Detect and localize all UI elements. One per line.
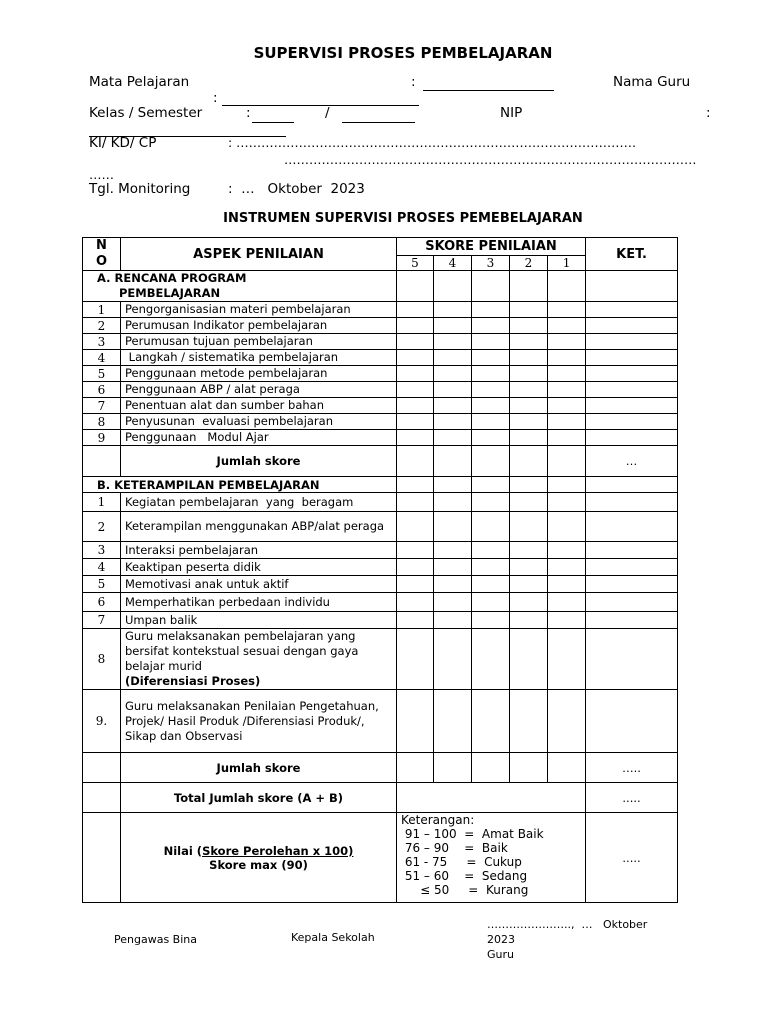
ket-cell[interactable] xyxy=(586,576,678,593)
score-cell[interactable] xyxy=(472,382,510,398)
score-cell[interactable] xyxy=(397,477,434,493)
score-cell[interactable] xyxy=(548,512,586,542)
jumlah-a-no-cell xyxy=(83,446,121,477)
section-a-item-label: Perumusan Indikator pembelajaran xyxy=(125,318,328,332)
section-b-row xyxy=(83,690,678,753)
section-a-item-text xyxy=(121,366,397,382)
guru-label: Guru xyxy=(487,948,514,961)
score-cell[interactable] xyxy=(397,629,434,690)
score-5-header: 5 xyxy=(397,256,434,271)
ket-cell[interactable] xyxy=(586,366,678,382)
score-cell[interactable] xyxy=(434,576,472,593)
ket-cell[interactable] xyxy=(586,382,678,398)
score-cell[interactable] xyxy=(548,559,586,576)
section-b-item-number: 6 xyxy=(83,593,121,612)
jumlah-a-ket: … xyxy=(586,446,678,477)
section-b-item-number: 3 xyxy=(83,542,121,559)
score-cell[interactable] xyxy=(548,612,586,629)
section-b-item-label: Interaksi pembelajaran xyxy=(125,542,259,557)
score-cell[interactable] xyxy=(510,576,548,593)
nama-guru-label: Nama Guru xyxy=(613,74,691,90)
jumlah-b-no-cell xyxy=(83,753,121,783)
score-cell[interactable] xyxy=(434,493,472,512)
score-cell[interactable] xyxy=(510,318,548,334)
score-cell[interactable] xyxy=(434,318,472,334)
section-a-heading xyxy=(83,271,397,302)
section-a-row xyxy=(83,350,678,366)
ket-cell[interactable] xyxy=(586,350,678,366)
section-a-item-label: Penyusunan evaluasi pembelajaran xyxy=(125,414,333,428)
score-cell[interactable] xyxy=(397,271,434,302)
section-b-item-label: Kegiatan pembelajaran yang beragam xyxy=(125,494,354,509)
score-cell[interactable] xyxy=(397,398,434,414)
section-a-line-1: A. RENCANA PROGRAM xyxy=(97,271,247,285)
score-cell[interactable] xyxy=(472,593,510,612)
section-b-item-number: 9. xyxy=(83,690,121,753)
section-b-item-text xyxy=(121,629,397,690)
signature-date-line: ………………….., … Oktober xyxy=(487,918,648,931)
score-cell[interactable] xyxy=(434,414,472,430)
section-b-item-text xyxy=(121,612,397,629)
section-b-item-label: Guru melaksanakan Penilaian Pengetahuan, Projek/ Hasil Produk /Diferensiasi Produk/, Sikap dan Observasi xyxy=(125,698,387,743)
score-cell[interactable] xyxy=(510,753,548,783)
score-cell[interactable] xyxy=(472,576,510,593)
section-a-item-label: Langkah / sistematika pembelajaran xyxy=(125,350,339,364)
keterangan-title: Keterangan: xyxy=(401,813,475,827)
section-a-item-label: Penggunaan metode pembelajaran xyxy=(125,366,328,380)
total-no-cell xyxy=(83,783,121,813)
score-cell[interactable] xyxy=(548,593,586,612)
section-a-item-number: 2 xyxy=(83,318,121,334)
score-cell[interactable] xyxy=(548,493,586,512)
section-b-item-number: 4 xyxy=(83,559,121,576)
score-cell[interactable] xyxy=(434,559,472,576)
score-cell[interactable] xyxy=(548,446,586,477)
score-cell[interactable] xyxy=(510,559,548,576)
ket-cell[interactable] xyxy=(586,318,678,334)
ket-cell[interactable] xyxy=(586,629,678,690)
score-1-header: 1 xyxy=(548,256,586,271)
section-a-item-text xyxy=(121,414,397,430)
score-cell[interactable] xyxy=(472,271,510,302)
section-a-row xyxy=(83,414,678,430)
section-a-item-number: 6 xyxy=(83,382,121,398)
section-b-row xyxy=(83,576,678,593)
section-a-item-number: 5 xyxy=(83,366,121,382)
section-b-item-number: 5 xyxy=(83,576,121,593)
nilai-no-cell xyxy=(83,813,121,903)
score-cell[interactable] xyxy=(510,414,548,430)
score-cell[interactable] xyxy=(548,302,586,318)
keterangan-sedang: 51 – 60 = Sedang xyxy=(401,869,528,883)
score-cell[interactable] xyxy=(397,334,434,350)
ket-cell[interactable] xyxy=(586,690,678,753)
kelas-colon: : xyxy=(246,105,251,121)
score-cell[interactable] xyxy=(510,382,548,398)
section-a-item-label: Pengorganisasian materi pembelajaran xyxy=(125,302,351,316)
nilai-prefix: Nilai ( xyxy=(163,843,203,858)
score-cell[interactable] xyxy=(472,629,510,690)
score-cell[interactable] xyxy=(472,542,510,559)
section-b-row xyxy=(83,542,678,559)
ket-cell[interactable] xyxy=(586,414,678,430)
section-b-item-label: Umpan balik xyxy=(125,612,198,627)
ki-kd-cp-line-1: : …………………………………………………………………………………… xyxy=(228,135,637,150)
score-cell[interactable] xyxy=(434,334,472,350)
section-b-item-label: Memotivasi anak untuk aktif xyxy=(125,576,289,591)
ket-cell[interactable] xyxy=(586,398,678,414)
section-a-item-number: 7 xyxy=(83,398,121,414)
section-b-item-number: 8 xyxy=(83,629,121,690)
keterangan-amat-baik: 91 – 100 = Amat Baik xyxy=(401,827,544,841)
score-cell[interactable] xyxy=(472,318,510,334)
ket-cell[interactable] xyxy=(586,593,678,612)
score-cell[interactable] xyxy=(397,414,434,430)
score-cell[interactable] xyxy=(548,477,586,493)
kelas-slash: / xyxy=(325,105,330,121)
score-cell[interactable] xyxy=(472,493,510,512)
score-cell[interactable] xyxy=(397,382,434,398)
score-cell[interactable] xyxy=(434,271,472,302)
tgl-monitoring-label: Tgl. Monitoring xyxy=(89,181,191,197)
score-cell[interactable] xyxy=(472,690,510,753)
score-cell[interactable] xyxy=(472,366,510,382)
score-cell[interactable] xyxy=(510,398,548,414)
section-b-item-text xyxy=(121,559,397,576)
score-cell[interactable] xyxy=(397,512,434,542)
section-a-item-number: 1 xyxy=(83,302,121,318)
section-b-row xyxy=(83,512,678,542)
section-a-item-label: Penentuan alat dan sumber bahan xyxy=(125,398,324,412)
ki-kd-cp-line-2: ……………………………………………………………………………………… xyxy=(284,152,697,167)
section-a-row xyxy=(83,398,678,414)
score-cell[interactable] xyxy=(434,629,472,690)
section-a-item-text xyxy=(121,430,397,446)
section-b-item-label: Memperhatikan perbedaan individu xyxy=(125,594,330,609)
section-b-heading: B. KETERAMPILAN PEMBELAJARAN xyxy=(83,477,397,493)
mata-pelajaran-colon: : xyxy=(411,74,416,90)
score-cell[interactable] xyxy=(397,446,434,477)
score-cell[interactable] xyxy=(434,512,472,542)
score-cell[interactable] xyxy=(548,430,586,446)
score-cell[interactable] xyxy=(510,430,548,446)
keterangan-cukup: 61 - 75 = Cukup xyxy=(401,855,522,869)
score-cell[interactable] xyxy=(510,542,548,559)
ket-cell[interactable] xyxy=(586,334,678,350)
score-cell[interactable] xyxy=(397,350,434,366)
section-a-item-text xyxy=(121,318,397,334)
nip-label: NIP xyxy=(500,105,523,121)
nilai-formula xyxy=(121,813,397,903)
section-a-item-number: 9 xyxy=(83,430,121,446)
score-cell[interactable] xyxy=(510,512,548,542)
total-score-cell[interactable] xyxy=(397,783,586,813)
section-b-item-label: Keterampilan menggunakan ABP/alat peraga xyxy=(125,519,385,533)
signature-year: 2023 xyxy=(487,933,515,946)
score-4-header: 4 xyxy=(434,256,472,271)
score-cell[interactable] xyxy=(510,612,548,629)
document-title: SUPERVISI PROSES PEMBELAJARAN xyxy=(253,44,553,62)
score-cell[interactable] xyxy=(510,446,548,477)
nama-guru-colon: : xyxy=(213,90,218,106)
score-cell[interactable] xyxy=(434,302,472,318)
total-ket: ..... xyxy=(586,783,678,813)
aspek-header: ASPEK PENILAIAN xyxy=(121,238,397,271)
section-b-item-number: 2 xyxy=(83,512,121,542)
score-cell[interactable] xyxy=(510,271,548,302)
score-cell[interactable] xyxy=(548,690,586,753)
score-3-header: 3 xyxy=(472,256,510,271)
skore-header: SKORE PENILAIAN xyxy=(397,238,586,256)
ket-cell[interactable] xyxy=(586,493,678,512)
score-cell[interactable] xyxy=(510,629,548,690)
score-cell[interactable] xyxy=(434,690,472,753)
score-cell[interactable] xyxy=(472,477,510,493)
score-cell[interactable] xyxy=(548,382,586,398)
score-cell[interactable] xyxy=(397,366,434,382)
section-a-row xyxy=(83,302,678,318)
score-cell[interactable] xyxy=(397,302,434,318)
score-cell[interactable] xyxy=(434,593,472,612)
score-cell[interactable] xyxy=(434,542,472,559)
score-cell[interactable] xyxy=(397,318,434,334)
score-cell[interactable] xyxy=(397,576,434,593)
no-header: N O xyxy=(83,238,121,271)
score-cell[interactable] xyxy=(510,302,548,318)
score-cell[interactable] xyxy=(434,366,472,382)
nilai-denominator: Skore max (90) xyxy=(209,857,308,872)
section-a-line-2: PEMBELAJARAN xyxy=(119,286,221,300)
section-a-item-label: Perumusan tujuan pembelajaran xyxy=(125,334,313,348)
score-cell[interactable] xyxy=(548,366,586,382)
nip-colon: : xyxy=(706,105,711,121)
section-a-item-text xyxy=(121,398,397,414)
total-jumlah-skore-label: Total Jumlah skore (A + B) xyxy=(121,783,397,813)
keterangan-baik: 76 – 90 = Baik xyxy=(401,841,508,855)
ket-cell[interactable] xyxy=(586,512,678,542)
mata-pelajaran-label: Mata Pelajaran xyxy=(89,74,190,90)
mata-pelajaran-field[interactable] xyxy=(423,90,554,91)
score-cell[interactable] xyxy=(397,593,434,612)
section-b-row xyxy=(83,629,678,690)
score-cell[interactable] xyxy=(397,542,434,559)
score-cell[interactable] xyxy=(434,612,472,629)
score-cell[interactable] xyxy=(548,398,586,414)
score-cell[interactable] xyxy=(434,477,472,493)
score-cell[interactable] xyxy=(434,446,472,477)
section-b-item-text xyxy=(121,542,397,559)
instrument-subtitle: INSTRUMEN SUPERVISI PROSES PEMEBELAJARAN xyxy=(223,211,583,226)
section-a-row xyxy=(83,382,678,398)
score-cell[interactable] xyxy=(434,350,472,366)
section-a-row xyxy=(83,366,678,382)
section-b-item-label: Keaktipan peserta didik xyxy=(125,559,261,574)
score-cell[interactable] xyxy=(472,350,510,366)
score-cell[interactable] xyxy=(397,430,434,446)
instrument-table xyxy=(82,237,678,903)
score-cell[interactable] xyxy=(548,576,586,593)
semester-field[interactable] xyxy=(342,122,415,123)
section-a-item-label: Penggunaan Modul Ajar xyxy=(125,430,269,444)
jumlah-skore-a-label: Jumlah skore xyxy=(121,446,397,477)
score-cell[interactable] xyxy=(472,430,510,446)
score-cell[interactable] xyxy=(510,366,548,382)
section-b-item-text xyxy=(121,512,397,542)
section-b-item-number: 1 xyxy=(83,493,121,512)
ket-cell[interactable] xyxy=(586,271,678,302)
section-a-item-number: 3 xyxy=(83,334,121,350)
score-cell[interactable] xyxy=(548,334,586,350)
section-b-row xyxy=(83,493,678,512)
score-cell[interactable] xyxy=(548,271,586,302)
score-cell[interactable] xyxy=(510,350,548,366)
section-a-item-number: 8 xyxy=(83,414,121,430)
section-b-item-text xyxy=(121,576,397,593)
ki-kd-cp-label: KI/ KD/ CP xyxy=(89,135,157,151)
score-cell[interactable] xyxy=(472,753,510,783)
section-b-row xyxy=(83,559,678,576)
section-b-row xyxy=(83,612,678,629)
score-2-header: 2 xyxy=(510,256,548,271)
section-b-item-text xyxy=(121,593,397,612)
score-cell[interactable] xyxy=(397,559,434,576)
score-cell[interactable] xyxy=(510,493,548,512)
score-cell[interactable] xyxy=(510,593,548,612)
ket-cell[interactable] xyxy=(586,542,678,559)
score-cell[interactable] xyxy=(548,542,586,559)
ki-kd-cp-line-3: …… xyxy=(89,167,114,182)
ket-cell[interactable] xyxy=(586,302,678,318)
score-cell[interactable] xyxy=(397,690,434,753)
score-cell[interactable] xyxy=(510,334,548,350)
score-cell[interactable] xyxy=(510,690,548,753)
keterangan-kurang: ≤ 50 = Kurang xyxy=(401,883,529,897)
section-b-row xyxy=(83,593,678,612)
section-a-row xyxy=(83,318,678,334)
score-cell[interactable] xyxy=(472,612,510,629)
section-a-item-text xyxy=(121,350,397,366)
kelas-field[interactable] xyxy=(252,122,294,123)
section-b-item-number: 7 xyxy=(83,612,121,629)
section-a-row xyxy=(83,334,678,350)
section-a-item-label: Penggunaan ABP / alat peraga xyxy=(125,382,300,396)
nama-guru-field[interactable] xyxy=(222,105,419,106)
score-cell[interactable] xyxy=(397,612,434,629)
score-cell[interactable] xyxy=(548,350,586,366)
score-cell[interactable] xyxy=(397,493,434,512)
score-cell[interactable] xyxy=(434,382,472,398)
nilai-numerator: Skore Perolehan x 100) xyxy=(202,843,354,858)
score-cell[interactable] xyxy=(397,753,434,783)
score-cell[interactable] xyxy=(434,398,472,414)
ket-cell[interactable] xyxy=(586,430,678,446)
ket-header: KET. xyxy=(586,238,678,271)
score-cell[interactable] xyxy=(472,559,510,576)
jumlah-skore-b-label: Jumlah skore xyxy=(121,753,397,783)
nilai-ket: ..... xyxy=(586,813,678,903)
kepala-sekolah-label: Kepala Sekolah xyxy=(291,931,375,944)
keterangan-legend xyxy=(397,813,586,903)
ket-cell[interactable] xyxy=(586,477,678,493)
score-cell[interactable] xyxy=(472,512,510,542)
score-cell[interactable] xyxy=(548,414,586,430)
score-cell[interactable] xyxy=(548,753,586,783)
score-cell[interactable] xyxy=(434,753,472,783)
section-a-item-text xyxy=(121,382,397,398)
score-cell[interactable] xyxy=(472,398,510,414)
score-cell[interactable] xyxy=(510,477,548,493)
score-cell[interactable] xyxy=(434,430,472,446)
section-b-item-label: Guru melaksanakan pembelajaran yang bersifat kontekstual sesuai dengan gaya belajar murid xyxy=(125,629,363,673)
ket-cell[interactable] xyxy=(586,612,678,629)
section-a-item-number: 4 xyxy=(83,350,121,366)
score-cell[interactable] xyxy=(472,446,510,477)
section-b-item-text xyxy=(121,493,397,512)
score-cell[interactable] xyxy=(472,302,510,318)
section-a-item-text xyxy=(121,302,397,318)
kelas-semester-label: Kelas / Semester xyxy=(89,105,203,121)
section-a-item-text xyxy=(121,334,397,350)
score-cell[interactable] xyxy=(548,629,586,690)
score-cell[interactable] xyxy=(548,318,586,334)
section-b-item-text xyxy=(121,690,397,753)
section-a-row xyxy=(83,430,678,446)
score-cell[interactable] xyxy=(472,414,510,430)
ket-cell[interactable] xyxy=(586,559,678,576)
score-cell[interactable] xyxy=(472,334,510,350)
tgl-monitoring-value: : … Oktober 2023 xyxy=(228,181,365,197)
jumlah-b-ket: ….. xyxy=(586,753,678,783)
pengawas-bina-label: Pengawas Bina xyxy=(114,933,197,946)
section-b-item-emphasis: (Diferensiasi Proses) xyxy=(125,674,261,688)
